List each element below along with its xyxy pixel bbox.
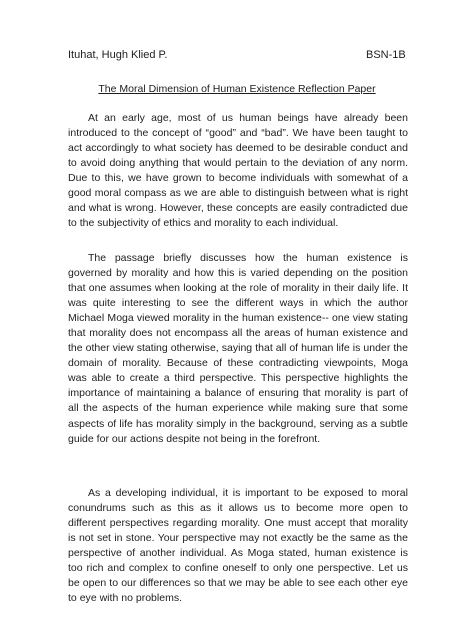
paper-title: The Moral Dimension of Human Existence Reflection Paper xyxy=(98,83,376,95)
author-name: Ituhat, Hugh Klied P. xyxy=(68,49,168,61)
class-section: BSN-1B xyxy=(366,49,406,61)
body-paragraph-1: At an early age, most of us human beings have already been introduced to the concept of “good” and “bad”. We have been taught to act accordingly to what society has deemed to be desirable conduct and to avoid doing anything that would pertain to the deviation of any norm. Due to this, we have grown to become individuals with somewhat of a good moral compass as we are able to distinguish between what is right and what is wrong. However, these concepts are easily contradicted due to the subjectivity of ethics and morality to each individual. xyxy=(68,112,408,230)
body-paragraph-3: As a developing individual, it is important to be exposed to moral conundrums such as this as it allows us to become more open to different perspectives regarding morality. One must accept that morality is not set in stone. Your perspective may not exactly be the same as the perspective of another individual. As Moga stated, human existence is too rich and complex to confine oneself to only one perspective. Let us be open to our differences so that we may be able to see each other eye to eye with no problems. xyxy=(68,487,408,605)
body-paragraph-2: The passage briefly discusses how the human existence is governed by morality and how this is varied depending on the position that one assumes when looking at the role of morality in their daily life. It was quite interesting to see the different ways in which the author Michael Moga viewed morality in the human existence-- one view stating that morality does not encompass all the areas of human existence and the other view stating otherwise, saying that all of human life is under the domain of morality. Because of these contradicting viewpoints, Moga was able to create a third perspective. This perspective highlights the importance of maintaining a balance of ensuring that morality is part of all the aspects of the human experience while making sure that some aspects of life has morality simply in the background, serving as a subtle guide for our actions despite not being in the forefront. xyxy=(68,252,408,445)
